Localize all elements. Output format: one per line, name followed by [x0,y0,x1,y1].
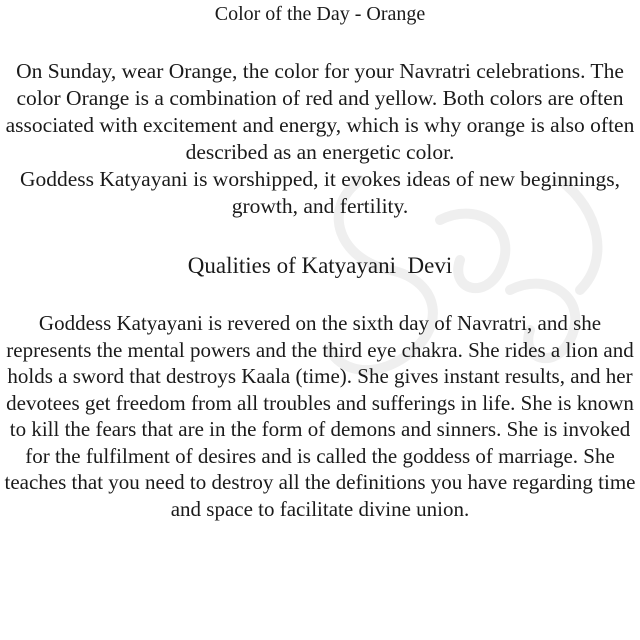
qualities-body: Goddess Katyayani is revered on the sixth day of Navratri, and she represents the mental powers and the third eye chakra. She rides a lion and holds a sword that destroys Kaala (time). She gives instant results, and her devotees get freedom from all troubles and sufferings in life. She is known to kill the fears that are in the form of demons and sinners. She is invoked for the fulfilment of desires and is called the goddess of marriage. She teaches that you need to destroy all the definitions you have regarding time and space to facilitate divine union. [4,311,636,521]
color-of-day-heading: Color of the Day - Orange [214,3,426,25]
katyayani-worship-text: Goddess Katyayani is worshipped, it evokes ideas of new beginnings, growth, and fertility. [19,167,621,218]
orange-description: On Sunday, wear Orange, the color for your Navratri celebrations. The color Orange is a combination of red and yellow. Both colors are often associated with excitement and energy, which is why orange is also often described as an energetic color. [5,59,635,164]
qualities-heading: Qualities of Katyayani Devi [187,253,453,278]
intro-text [0,58,640,220]
